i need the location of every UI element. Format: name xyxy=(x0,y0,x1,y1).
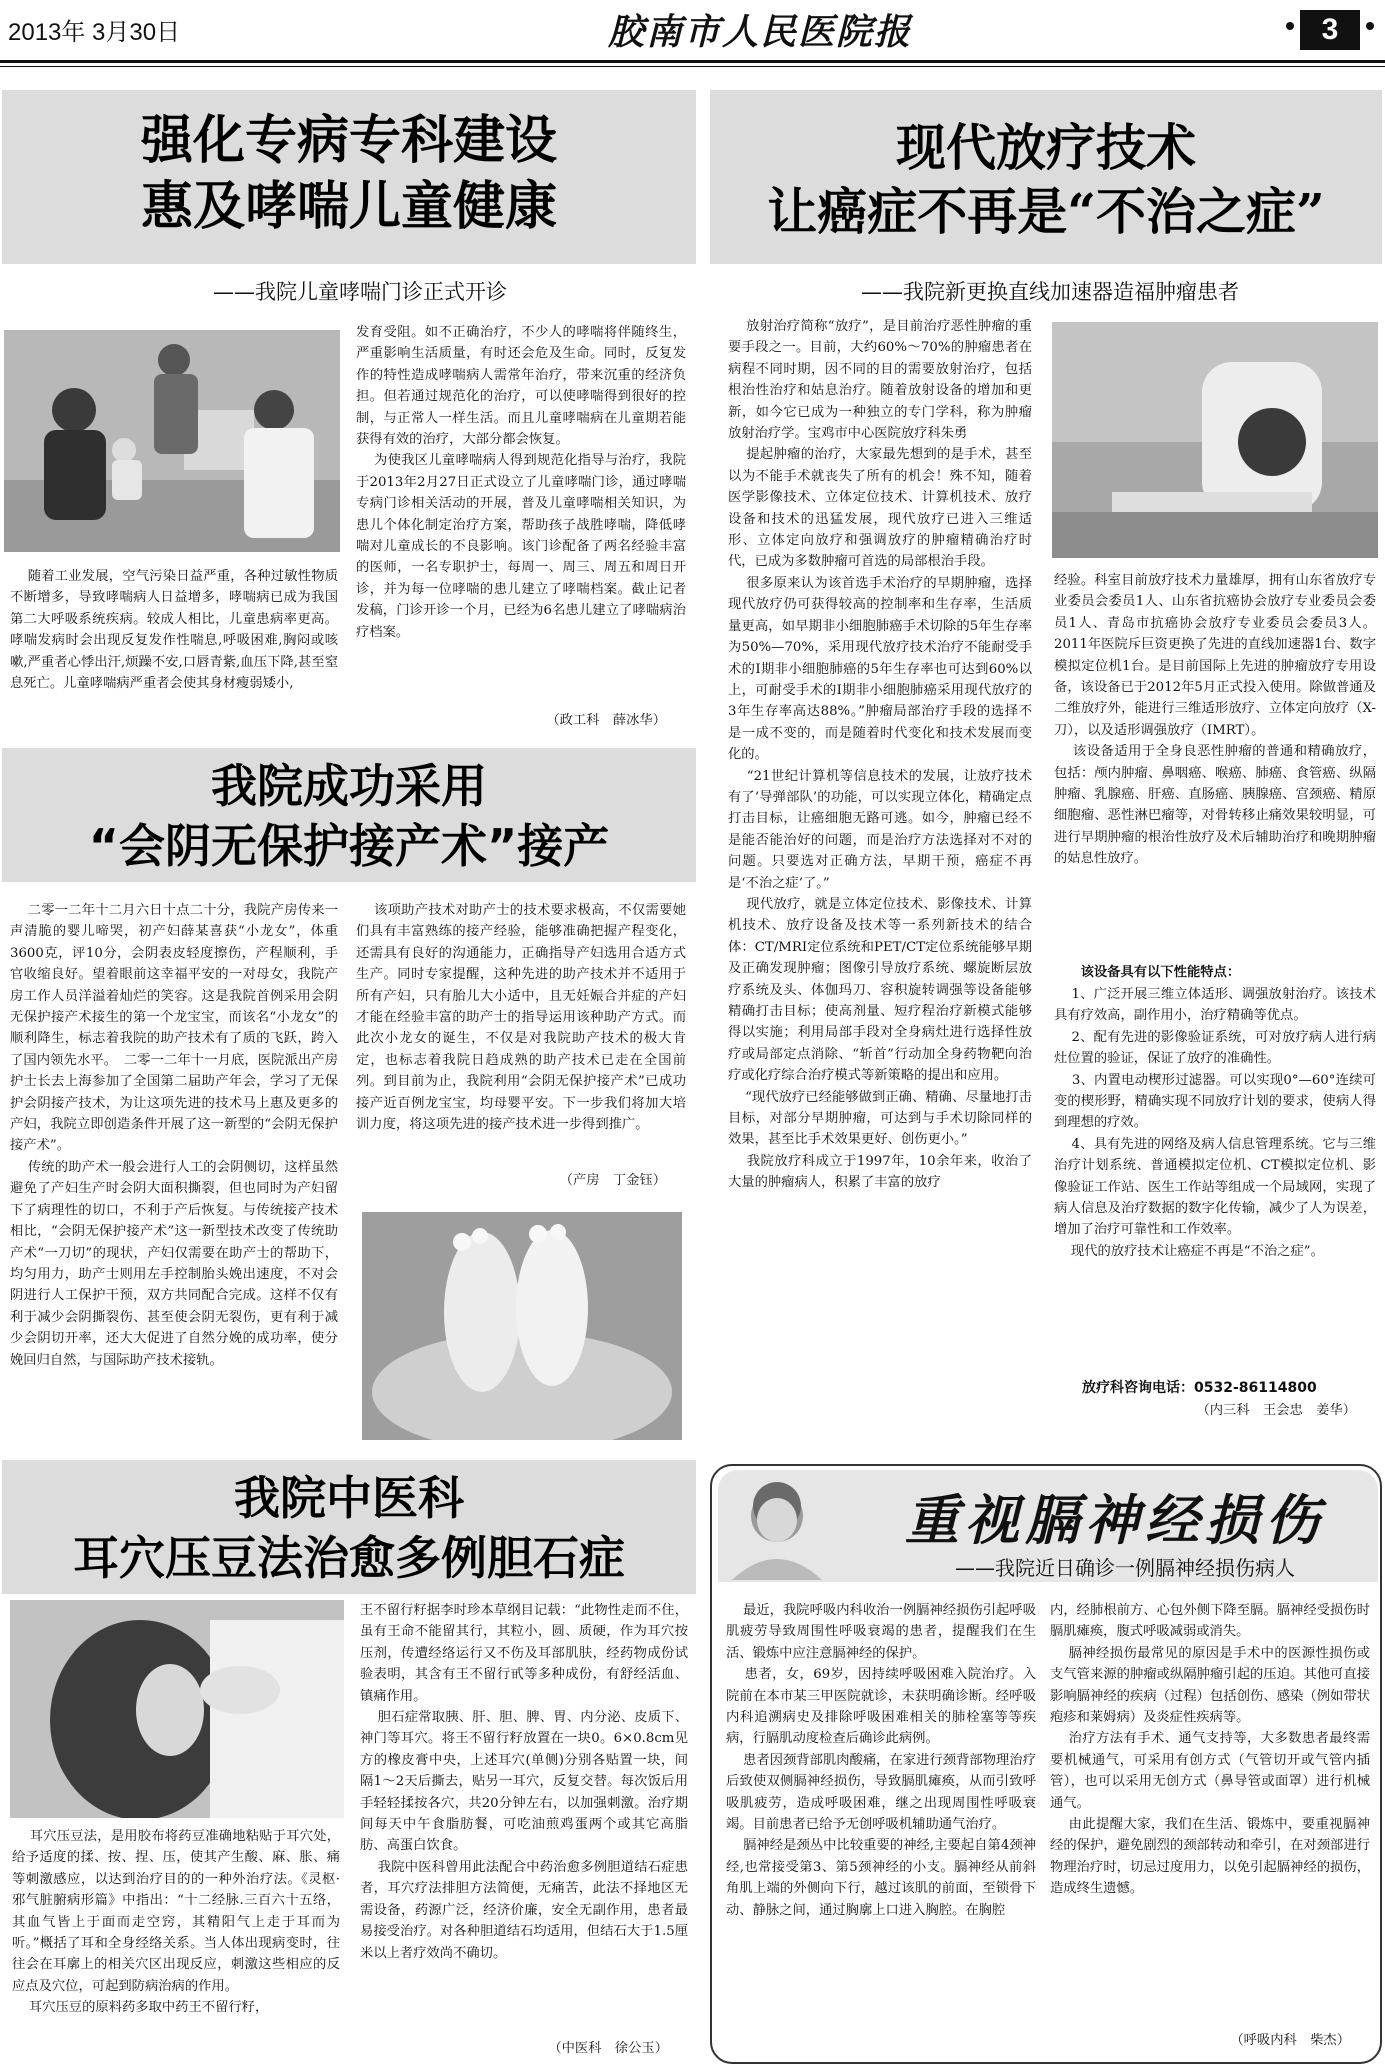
page-number-dot-left xyxy=(1286,22,1294,30)
radio-byline: （内三科 王会忠 姜华） xyxy=(1196,1403,1356,1418)
asthma-byline: （政工科 薛冰华） xyxy=(546,713,666,728)
baby-feet-illustration xyxy=(362,1212,682,1440)
paper-name: 胶南市人民医院报 xyxy=(607,11,912,53)
page-number: 3 xyxy=(1300,10,1360,50)
birth-headline-line1: 我院成功采用 xyxy=(211,759,487,813)
tcm-headline xyxy=(2,1468,696,1588)
radio-column-1: 放射治疗简称“放疗”，是目前治疗恶性肿瘤的重要手段之一。目前，大约60%～70%的肿瘤患者在病程不同时期，因不同的目的需要放射治疗，包括根治性治疗和姑息治疗。随着放射设备的增加和更新，如今它已成为一种独立的专门学科，称为肿瘤放射治疗学。宝鸡市中心医院放疗科朱勇 提起肿瘤的治疗，大家最先想到的是手术，甚至以为不能手术就丧失了所有的机会！殊不知，随着医学影像技术、立体定位技术、计算机技术、放疗设备和技术的迅猛发展，现代放疗已进入三维适形、立体定向放疗和强调放疗的肿瘤精确治疗时代，已成为多数肿瘤可首选的局部根治手段。 很多原来认为该首选手术治疗的早期肿瘤，选择现代放疗仍可获得较高的控制率和生存率，生活质量更高，如早期非小细胞肺癌手术切除的5年生存率为50%—70%，采用现代放疗技术治疗不能耐受手术的Ⅰ期非小细胞肺癌的5年生存率也可达到60%以上，可耐受手术的Ⅰ期非小细胞肺癌采用现代放疗的3年生存率高达88%。”肿瘤局部治疗手段的选择不是一成不变的，而是随着时代变化和技术发展而变化的。 “21世纪计算机等信息技术的发展，让放疗技术有了‘导弹部队’的功能，可以实现立体化，精确定点打击目标，让癌细胞无路可逃。如今，肿瘤已经不是能否能治好的问题，而是治疗方法选择对不对的问题。只要选对正确方法，早期干预，癌症不再是‘不治之症’了。” 现代放疗，就是立体定位技术、影像技术、计算机技术、放疗设备及技术等一系列新技术的结合体：CT/MRI定位系统和PET/CT定位系统能够早期及正确发现肿瘤；图像引导放疗系统、螺旋断层放疗系统及头、体伽玛刀、容积旋转调强等设备能够精确打击目标；使高剂量、短疗程治疗新模式能够得以实施；利用局部手段对全身病灶进行选择性放疗或局部定点消除、“斩首”行动加全身药物靶向治疗或化疗综合治疗模式等新策略的提出和应用。 “现代放疗已经能够做到正确、精确、尽量地打击目标，对部分早期肿瘤，可达到与手术切除同样的效果，甚至比手术效果更好、创伤更小。” 我院放疗科成立于1997年，10余年来，收治了大量的肿瘤病人，积累了丰富的放疗 xyxy=(728,319,1032,1191)
ear-acupressure-illustration xyxy=(10,1600,344,1818)
birth-byline: （产房 丁金钰） xyxy=(559,1173,666,1188)
masthead-rule xyxy=(0,60,1385,63)
phrenic-column-1: 最近，我院呼吸内科收治一例膈神经损伤引起呼吸肌疲劳导致周围性呼吸衰竭的患者，提醒我们在生活、锻炼中应注意膈神经的保护。 患者，女，69岁，因持续呼吸困难入院治疗。入院前在本市某三甲医院就诊，未获明确诊断。经呼吸内科追溯病史及排除呼吸困难相关的肺栓塞等等疾病，行膈肌动度检查后确诊此病例。 患者因颈背部肌肉酸痛，在家进行颈背部物理治疗后致使双侧膈神经损伤，导致膈肌瘫痪，从而引致呼吸肌疲劳，造成呼吸困难，继之出现周围性呼吸衰竭。目前患者已给予无创呼吸机辅助通气治疗。 膈神经是颈丛中比较重要的神经,主要起自第4颈神经,也常接受第3、第5颈神经的小支。膈神经从前斜角肌上端的外侧向下行，越过该肌的前面，至锁骨下动、静脉之间，通过胸廓上口进入胸腔。在胸腔 xyxy=(726,1603,1036,1918)
phrenic-column-2: 内，经肺根前方、心包外侧下降至膈。膈神经受损伤时膈肌瘫痪，腹式呼吸减弱或消失。 膈神经损伤最常见的原因是手术中的医源性损伤或支气管来源的肿瘤或纵隔肿瘤引起的压迫。其他可直接影响膈神经的疾病（过程）包括创伤、感染（例如带状疱疹和莱姆病）及炎症性疾病等。 治疗方法有手术、通气支持等，大多数患者最终需要机械通气，可采用有创方式（气管切开或气管内插管），也可以采用无创方式（鼻导管或面罩）进行机械通气。 由此提醒大家，我们在生活、锻炼中，要重视膈神经的保护，避免剧烈的颈部转动和牵引，在对颈部进行物理治疗时，切忌过度用力，以免引起膈神经的损伤，造成终生遗憾。 xyxy=(1050,1603,1370,1897)
issue-date: 2013年 3月30日 xyxy=(8,19,181,46)
masthead-rule-thin xyxy=(0,66,1385,67)
birth-headline xyxy=(2,756,696,876)
asthma-headline-line2: 惠及哮喘儿童健康 xyxy=(140,177,557,237)
radio-phone-line: 放疗科咨询电话：0532-86114800 xyxy=(1082,1380,1317,1396)
asthma-headline-line1: 强化专病专科建设 xyxy=(140,111,557,171)
linear-accelerator-photo xyxy=(1052,322,1378,558)
radio-subtitle: ——我院新更换直线加速器造福肿瘤患者 xyxy=(861,280,1239,304)
tcm-headline-line2: 耳穴压豆法治愈多例胆石症 xyxy=(73,1531,625,1585)
tcm-byline: （中医科 徐公玉） xyxy=(548,2041,668,2056)
tcm-column-1: 耳穴压豆法，是用胶布将药豆准确地粘贴于耳穴处，给予适度的揉、按、捏、压，使其产生酸、麻、胀、痛等刺激感应，以达到治疗目的的一种外治疗法。《灵枢·邪气脏腑病形篇》中指出：“十二经脉.三百六十五络，其血气皆上于面而走空窍，其精阳气上走于耳而为听。”概括了耳和全身经络关系。当人体出现病变时，往往会在耳廓上的相关穴区出现反应，刺激这些相应的反应点及穴位，可起到防病治病的作用。 耳穴压豆的原料药多取中药王不留行籽， xyxy=(12,1829,340,2016)
radio-column-2: 经验。科室目前放疗技术力量雄厚，拥有山东省放疗专业委员会委员1人、山东省抗癌协会放疗专业委员会委员1人、青岛市抗癌协会放疗专业委员会委员3人。2011年医院斥巨资更换了先进的直线加速器1台、数字模拟定位机1台。是目前国际上先进的肿瘤放疗专用设备，该设备已于2012年5月正式投入使用。除做普通及二维放疗外，能进行三维适形放疗、立体定向放疗（X-刀），以及适形调强放疗（IMRT）。 该设备适用于全身良恶性肿瘤的普通和精确放疗，包括：颅内肿瘤、鼻咽癌、喉癌、肺癌、食管癌、纵隔肿瘤、乳腺癌、肝癌、直肠癌、胰腺癌、宫颈癌、精原细胞瘤、恶性淋巴瘤等，对骨转移止痛效果较明显，可进行早期肿瘤的根治性放疗及术后辅助治疗和晚期肿瘤的姑息性放疗。 xyxy=(1054,573,1376,867)
radio-headline-line1: 现代放疗技术 xyxy=(896,118,1196,177)
tcm-headline-line1: 我院中医科 xyxy=(234,1471,464,1525)
asthma-headline xyxy=(2,108,696,240)
doctor-portrait-illustration xyxy=(722,1474,832,1580)
radio-headline-line2: 让癌症不再是“不治之症” xyxy=(767,182,1325,241)
page-number-dot-right xyxy=(1366,22,1374,30)
asthma-column-1: 随着工业发展，空气污染日益严重，各种过敏性物质不断增多，导致哮喘病人日益增多，哮喘病已成为我国第二大呼吸系统疾病。较成人相比，儿童患病率更高。哮喘发病时会出现反复发作性喘息,呼吸困难,胸闷或咳嗽,严重者心悸出汗,烦躁不安,口唇青紫,血压下降,甚至窒息死亡。儿童哮喘病严重者会使其身材瘦弱矮小, xyxy=(10,569,338,692)
linear-accelerator-illustration xyxy=(1052,322,1378,558)
phrenic-byline: （呼吸内科 柴杰） xyxy=(1230,2033,1350,2048)
radio-features-list: 1、广泛开展三维立体适形、调强放射治疗。该技术具有疗效高，副作用小，治疗精确等优点。 2、配有先进的影像验证系统，可对放疗病人进行病灶位置的验证，保证了放疗的准确性。 3、内置电动楔形过滤器。可以实现0°—60°连续可变的楔形野，精确实现不同放疗计划的要求，使病人得到理想的疗效。 4、具有先进的网络及病人信息管理系统。它与三维治疗计划系统、普通模拟定位机、CT模拟定位机、影像验证工作站、医生工作站等组成一个局域网，实现了病人信息及治疗数据的数字化传输，减少了人为误差，增加了治疗可靠性和工作效率。 现代的放疗技术让癌症不再是“不治之症”。 xyxy=(1054,987,1376,1259)
baby-feet-photo xyxy=(362,1212,682,1440)
ear-acupressure-photo xyxy=(10,1600,344,1818)
tcm-column-2: 王不留行籽据李时珍本草纲目记载：“此物性走而不住，虽有王命不能留其行，其粒小，圆、质硬，作为耳穴按压剂，传遭经络运行又不伤及耳部肌肤，经药物成份试验表明，其含有王不留行甙等多种成份，有舒经活血、镇痛作用。 胆石症常取胰、肝、胆、脾、胃、内分泌、皮质下、神门等耳穴。将王不留行籽放置在一块0。6×0.8cm见方的橡皮膏中央，上述耳穴(单侧)分别各贴置一块，间隔1～2天后撕去，贴另一耳穴，反复交替。每次饭后用手轻轻揉按各穴，共20分钟左右，以加强刺激。治疗期间每天中午食脂肪餐，可吃油煎鸡蛋两个或其它高脂肪、高蛋白饮食。 我院中医科曾用此法配合中药治愈多例胆道结石症患者，耳穴疗法排胆方法简便，无痛苦，此法不择地区无需设备，药源广泛，经济价廉，安全无副作用，患者最易接受治疗。对各种胆道结石均适用，但结石大于1.5厘米以上者疗效尚不确切。 xyxy=(360,1603,688,1961)
asthma-subtitle: ——我院儿童哮喘门诊正式开诊 xyxy=(213,280,507,304)
radio-features-heading: 该设备具有以下性能特点： xyxy=(1080,965,1241,980)
birth-headline-line2: “会阴无保护接产术”接产 xyxy=(88,819,610,873)
radio-headline xyxy=(710,116,1382,244)
birth-column-1: 二零一二年十二月六日十点二十分，我院产房传来一声清脆的婴儿啼哭，初产妇薛某喜获“小龙女”，体重3600克，评10分，会阴表皮轻度擦伤，产程顺利，手官收缩良好。望着眼前这幸福平安的一对母女，我院产房工作人员洋溢着灿烂的笑容。这是我院首例采用会阴无保护接产术接生的第一个龙宝宝，而该名“小龙女”的顺利降生，标志着我院的助产技术有了质的飞跃，跨入了国内领先水平。 二零一二年十一月底，医院派出产房护士长去上海参加了全国第二届助产年会，学习了无保护会阴接产技术，为让这项先进的技术马上惠及更多的产妇，我院立即创造条件开展了这一新型的“会阴无保护接产术”。 传统的助产术一般会进行人工的会阴侧切，这样虽然避免了产妇生产时会阴大面积撕裂，但也同时为产妇留下了病理性的切口，不利于产后恢复。与传统接产技术相比，“会阴无保护接产术”这一新型技术改变了传统助产术“一刀切”的现状，产妇仅需要在助产士的帮助下，均匀用力，助产士则用左手控制胎头娩出速度，不对会阴进行人工保护干预，双方共同配合完成。这样不仅有利于减少会阴撕裂伤、甚至使会阴无裂伤，更有利于减少会阴切开率，还大大促进了自然分娩的成功率，使分娩回归自然，与国际助产技术接轨。 xyxy=(10,903,338,1368)
phrenic-headline: 重视膈神经损伤 xyxy=(905,1488,1325,1552)
phrenic-subtitle: ——我院近日确诊一例膈神经损伤病人 xyxy=(955,1556,1295,1580)
asthma-clinic-photo xyxy=(4,330,340,552)
doctor-portrait xyxy=(722,1474,832,1580)
asthma-photo-illustration xyxy=(4,330,340,552)
asthma-column-2: 发育受阻。如不正确治疗，不少人的哮喘将伴随终生，严重影响生活质量，有时还会危及生命。同时，反复发作的特性造成哮喘病人需常年治疗，带来沉重的经济负担。但若通过规范化的治疗，可以使哮喘得到很好的控制，与正常人一样生活。而且儿童哮喘病在儿童期若能获得有效的治疗，大部分都会恢复。 为使我区儿童哮喘病人得到规范化指导与治疗，我院于2013年2月27日正式设立了儿童哮喘门诊，通过哮喘专病门诊相关活动的开展，普及儿童哮喘相关知识，为患儿个体化制定治疗方案，帮助孩子战胜哮喘，降低哮喘对儿童成长的不良影响。该门诊配备了两名经验丰富的医师，一名专职护士，每周一、周三、周五和周日开诊，并为每一位哮喘的患儿建立了哮喘档案。截止记者发稿，门诊开诊一个月，已经为6名患儿建立了哮喘病治疗档案。 xyxy=(356,325,686,640)
birth-column-2: 该项助产技术对助产士的技术要求极高，不仅需要她们具有丰富熟练的接产经验，能够准确把握产程变化，还需具有良好的沟通能力，正确指导产妇选用合适方式生产。同时专家提醒，这种先进的助产技术并不适用于所有产妇，只有胎儿大小适中，且无妊娠合并症的产妇才能在经验丰富的助产士的指导运用该种助产方式。而此次小龙女的诞生，不仅是对我院助产技术的极大肯定，也标志着我院日趋成熟的助产技术已走在全国前列。到目前为止，我院利用“会阴无保护接产术”已成功接产近百例龙宝宝，均母婴平安。下一步我们将加大培训力度，将这项先进的接产技术进一步得到推广。 xyxy=(356,903,686,1133)
